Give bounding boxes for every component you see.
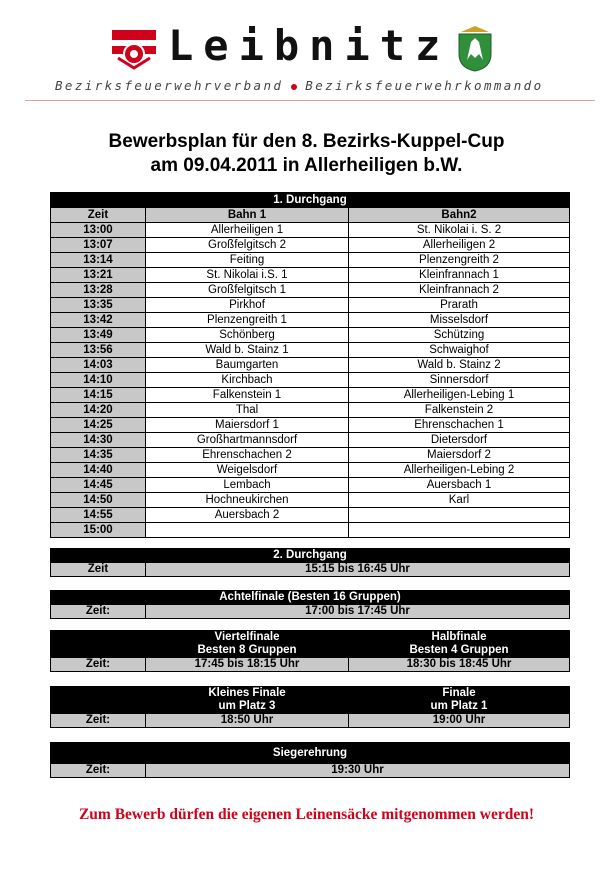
row-time: 14:10: [51, 373, 146, 388]
row-lane1: [146, 523, 349, 538]
ceremony-heading: Siegerehrung: [51, 743, 570, 764]
row-time: 13:56: [51, 343, 146, 358]
title-line-2: am 09.04.2011 in Allerheiligen b.W.: [150, 155, 463, 176]
small-final-title: Kleines Finale: [208, 687, 286, 699]
row-time: 14:45: [51, 478, 146, 493]
row-lane1: Großfelgitsch 1: [146, 283, 349, 298]
round1-rows: [51, 223, 570, 538]
ceremony-time-value: 19:30 Uhr: [146, 764, 570, 778]
col-header-time: Zeit: [51, 208, 146, 223]
ceremony-time-label: Zeit:: [51, 764, 146, 778]
round1-table: [50, 192, 570, 538]
finals-table: [50, 686, 570, 728]
quarter-final-heading: [146, 631, 349, 658]
table-row: [51, 388, 570, 403]
row-lane2: Auersbach 1: [349, 478, 570, 493]
row-lane1: Ehrenschachen 2: [146, 448, 349, 463]
quarter-final-subtitle: Besten 8 Gruppen: [197, 644, 297, 656]
round1-heading: 1. Durchgang: [51, 193, 570, 208]
row-lane1: Großhartmannsdorf: [146, 433, 349, 448]
row-lane2: Karl: [349, 493, 570, 508]
row-lane2: Ehrenschachen 1: [349, 418, 570, 433]
row-lane1: Kirchbach: [146, 373, 349, 388]
col-header-lane1: Bahn 1: [146, 208, 349, 223]
table-row: [51, 343, 570, 358]
small-final-subtitle: um Platz 3: [218, 700, 276, 712]
table-row: [51, 418, 570, 433]
row-lane1: Pirkhof: [146, 298, 349, 313]
quarter-semi-time-label: Zeit:: [51, 658, 146, 672]
final-subtitle: um Platz 1: [430, 700, 488, 712]
row-lane1: Auersbach 2: [146, 508, 349, 523]
table-row: [51, 283, 570, 298]
brand-title: Leibnitz: [168, 21, 451, 70]
table-row: [51, 373, 570, 388]
row-lane2: Sinnersdorf: [349, 373, 570, 388]
row-time: 13:21: [51, 268, 146, 283]
row-lane1: St. Nikolai i.S. 1: [146, 268, 349, 283]
table-row: [51, 448, 570, 463]
row-time: 14:25: [51, 418, 146, 433]
styria-crest-icon: [455, 24, 495, 72]
row-time: 14:40: [51, 463, 146, 478]
table-row: [51, 478, 570, 493]
row-lane1: Thal: [146, 403, 349, 418]
eighth-final-table: [50, 590, 570, 619]
round2-time-value: 15:15 bis 16:45 Uhr: [146, 563, 570, 577]
letterhead-subline: [55, 78, 575, 93]
semi-final-heading: [349, 631, 570, 658]
table-row: [51, 268, 570, 283]
subline-association: Bezirksfeuerwehrverband: [55, 78, 284, 93]
round2-time-label: Zeit: [51, 563, 146, 577]
row-lane1: Allerheiligen 1: [146, 223, 349, 238]
row-lane2: Schützing: [349, 328, 570, 343]
round2-heading: 2. Durchgang: [51, 549, 570, 563]
table-row: [51, 298, 570, 313]
row-lane2: Kleinfrannach 1: [349, 268, 570, 283]
row-time: 14:55: [51, 508, 146, 523]
row-lane1: Feiting: [146, 253, 349, 268]
row-time: 13:07: [51, 238, 146, 253]
row-lane2: Allerheiligen 2: [349, 238, 570, 253]
col-header-lane2: Bahn2: [349, 208, 570, 223]
semi-final-time: 18:30 bis 18:45 Uhr: [349, 658, 570, 672]
row-lane2: Prarath: [349, 298, 570, 313]
row-lane2: Allerheiligen-Lebing 2: [349, 463, 570, 478]
final-title: Finale: [442, 687, 476, 699]
row-lane2: Allerheiligen-Lebing 1: [349, 388, 570, 403]
header-divider: [25, 100, 595, 101]
table-row: [51, 358, 570, 373]
finals-time-label: Zeit:: [51, 714, 146, 728]
quarter-semi-spacer: [51, 631, 146, 658]
row-time: 13:35: [51, 298, 146, 313]
row-lane1: Großfelgitsch 2: [146, 238, 349, 253]
row-lane1: Plenzengreith 1: [146, 313, 349, 328]
title-line-1: Bewerbsplan für den 8. Bezirks-Kuppel-Cup: [108, 131, 505, 152]
small-final-time: 18:50 Uhr: [146, 714, 349, 728]
quarter-final-time: 17:45 bis 18:15 Uhr: [146, 658, 349, 672]
row-lane2: Schwaighof: [349, 343, 570, 358]
row-lane1: Baumgarten: [146, 358, 349, 373]
small-final-heading: [146, 687, 349, 714]
row-lane1: Lembach: [146, 478, 349, 493]
row-time: 14:35: [51, 448, 146, 463]
row-lane2: Kleinfrannach 2: [349, 283, 570, 298]
row-lane1: Wald b. Stainz 1: [146, 343, 349, 358]
row-lane2: Plenzengreith 2: [349, 253, 570, 268]
table-row: [51, 313, 570, 328]
row-lane1: Maiersdorf 1: [146, 418, 349, 433]
table-row: [51, 328, 570, 343]
eighth-final-time-label: Zeit:: [51, 605, 146, 619]
row-time: 14:15: [51, 388, 146, 403]
row-lane2: Falkenstein 2: [349, 403, 570, 418]
table-row: [51, 238, 570, 253]
row-lane2: St. Nikolai i. S. 2: [349, 223, 570, 238]
eighth-final-time-value: 17:00 bis 17:45 Uhr: [146, 605, 570, 619]
subline-command: Bezirksfeuerwehrkommando: [305, 78, 544, 93]
semi-final-title: Halbfinale: [431, 631, 487, 643]
row-time: 14:50: [51, 493, 146, 508]
table-row: [51, 493, 570, 508]
table-row: [51, 463, 570, 478]
quarter-semi-table: [50, 630, 570, 672]
row-lane2: Maiersdorf 2: [349, 448, 570, 463]
row-lane1: Hochneukirchen: [146, 493, 349, 508]
row-lane2: Dietersdorf: [349, 433, 570, 448]
row-time: 14:30: [51, 433, 146, 448]
final-heading: [349, 687, 570, 714]
row-lane2: [349, 508, 570, 523]
row-lane1: Schönberg: [146, 328, 349, 343]
fire-brigade-logo-icon: [110, 28, 158, 70]
finals-spacer: [51, 687, 146, 714]
table-row: [51, 403, 570, 418]
notice-text: Zum Bewerb dürfen die eigenen Leinensäcke mitgenommen werden!: [78, 806, 535, 823]
round2-table: [50, 548, 570, 577]
row-lane1: Weigelsdorf: [146, 463, 349, 478]
table-row: [51, 433, 570, 448]
row-lane2: Misselsdorf: [349, 313, 570, 328]
row-time: 13:00: [51, 223, 146, 238]
row-time: 13:49: [51, 328, 146, 343]
row-time: 14:20: [51, 403, 146, 418]
eighth-final-heading: Achtelfinale (Besten 16 Gruppen): [51, 591, 570, 605]
row-lane2: [349, 523, 570, 538]
semi-final-subtitle: Besten 4 Gruppen: [409, 644, 509, 656]
separator-dot-icon: [291, 84, 297, 90]
row-time: 13:28: [51, 283, 146, 298]
table-row: [51, 508, 570, 523]
row-time: 14:03: [51, 358, 146, 373]
row-time: 13:42: [51, 313, 146, 328]
page-title: [0, 130, 613, 178]
row-time: 15:00: [51, 523, 146, 538]
letterhead: [0, 0, 613, 105]
table-row: [51, 223, 570, 238]
quarter-final-title: Viertelfinale: [214, 631, 280, 643]
row-lane1: Falkenstein 1: [146, 388, 349, 403]
row-lane2: Wald b. Stainz 2: [349, 358, 570, 373]
row-time: 13:14: [51, 253, 146, 268]
ceremony-table: [50, 742, 570, 778]
final-time: 19:00 Uhr: [349, 714, 570, 728]
table-row: [51, 523, 570, 538]
table-row: [51, 253, 570, 268]
